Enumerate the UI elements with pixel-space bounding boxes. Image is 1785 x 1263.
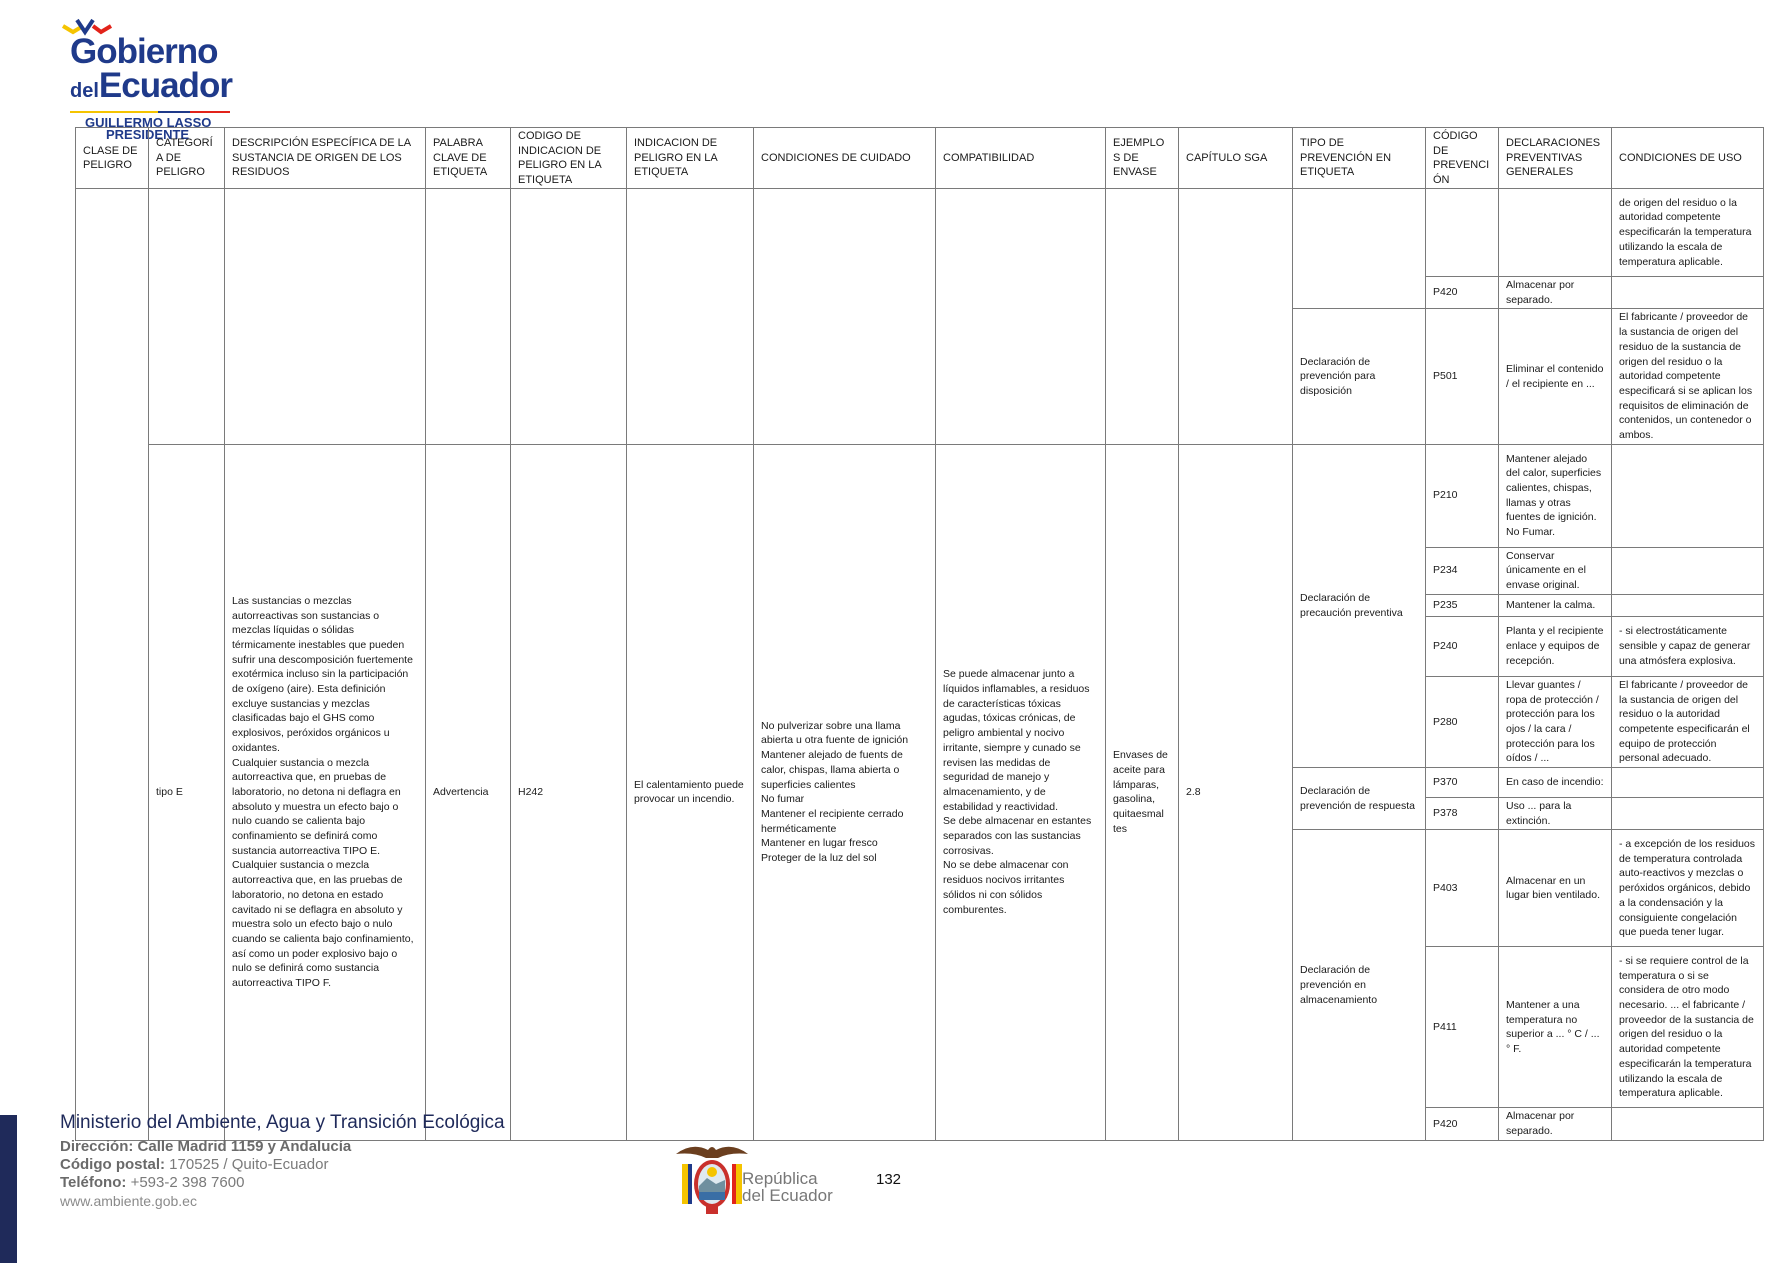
codigo-prevencion-cell [1426,189,1499,277]
declaracion-cell: Eliminar el contenido / el recipiente en ... [1499,309,1612,444]
condiciones-uso-cell [1612,594,1764,616]
tipo-prevencion-cell: Declaración de precaución preventiva [1293,444,1426,767]
codigo-indicacion-cell: H242 [511,444,627,1140]
indicacion-peligro-cell: El calentamiento puede provocar un incendio. [627,444,754,1140]
declaracion-cell: Mantener a una temperatura no superior a ... ° C / ... ° F. [1499,947,1612,1108]
condiciones-uso-cell: - a excepción de los residuos de temperatura controlada auto-reactivos y mezclas o peróxidos orgánicos, debido a la condensación y la consiguiente congelación que pueda tener lugar. [1612,830,1764,947]
column-header: EJEMPLOS DE ENVASE [1106,128,1179,189]
capitulo-sga-cell: 2.8 [1179,444,1293,1140]
codigo-prevencion-cell: P235 [1426,594,1499,616]
envase-cell: Envases de aceite para lámparas, gasolina, quitaesmal tes [1106,444,1179,1140]
ministry-name: Ministerio del Ambiente, Agua y Transición Ecológica [60,1112,505,1133]
column-header: CÓDIGO DE PREVENCIÓN [1426,128,1499,189]
clase-peligro-cell [76,189,149,1141]
logo-del-ecuador-text: delEcuador [70,66,232,105]
column-header: DESCRIPCIÓN ESPECÍFICA DE LA SUSTANCIA DE ORIGEN DE LOS RESIDUOS [225,128,426,189]
table-header-row [76,128,1764,189]
column-header: CLASE DE PELIGRO [76,128,149,189]
declaracion-cell: Mantener alejado del calor, superficies calientes, chispas, llamas y otras fuentes de ignición. No Fumar. [1499,444,1612,547]
categoria-cell [149,189,225,445]
descripcion-cell [225,189,426,445]
column-header: TIPO DE PREVENCIÓN EN ETIQUETA [1293,128,1426,189]
codigo-prevencion-cell: P403 [1426,830,1499,947]
column-header: CAPÍTULO SGA [1179,128,1293,189]
footer-phone: Teléfono: +593-2 398 7600 [60,1174,245,1191]
condiciones-uso-cell [1612,798,1764,830]
compatibilidad-cell: Se puede almacenar junto a líquidos inflamables, a residuos de características tóxicas agudas, tóxicas crónicas, de peligro ambiental y nocivo irritante, siempre y cunado se revisen las medidas de seguridad de manejo y almacenamiento, y de estabilidad y reactividad. Se debe almacenar en estantes separados con las sustancias corrosivas. No se debe almacenar con residuos nocivos irritantes sólidos ni con sólidos comburentes. [936,444,1106,1140]
condiciones-uso-cell: El fabricante / proveedor de la sustancia de origen del residuo o la autoridad competente especificarán el equipo de protección personal adecuado. [1612,676,1764,767]
footer-website[interactable]: www.ambiente.gob.ec [60,1193,197,1209]
declaracion-cell: Mantener la calma. [1499,594,1612,616]
column-header: PALABRA CLAVE DE ETIQUETA [426,128,511,189]
column-header: CATEGORÍA DE PELIGRO [149,128,225,189]
tipo-prevencion-cell: Declaración de prevención de respuesta [1293,768,1426,830]
condiciones-uso-cell [1612,277,1764,309]
column-header: CODIGO DE INDICACION DE PELIGRO EN LA ETIQUETA [511,128,627,189]
capitulo-sga-cell [1179,189,1293,445]
condiciones-cuidado-cell: No pulverizar sobre una llama abierta u otra fuente de ignición Mantener alejado de fuents de calor, chispas, llama abierta o superficies calientes No fumar Mantener el recipiente cerrado herméticamente Mantener en lugar fresco Proteger de la luz del sol [754,444,936,1140]
declaracion-cell: Conservar únicamente en el envase original. [1499,547,1612,594]
declaracion-cell [1499,189,1612,277]
codigo-prevencion-cell: P234 [1426,547,1499,594]
codigo-prevencion-cell: P210 [1426,444,1499,547]
condiciones-uso-cell [1612,1108,1764,1140]
footer-accent-bar [0,1115,17,1263]
condiciones-uso-cell [1612,768,1764,798]
declaracion-cell: En caso de incendio: [1499,768,1612,798]
president-name: GUILLERMO LASSO [85,115,212,130]
codigo-prevencion-cell: P411 [1426,947,1499,1108]
footer-address: Dirección: Calle Madrid 1159 y Andalucía [60,1138,352,1155]
declaracion-cell: Uso ... para la extinción. [1499,798,1612,830]
ecuador-coat-of-arms-icon [672,1140,752,1220]
envase-cell [1106,189,1179,445]
descripcion-cell: Las sustancias o mezclas autorreactivas son sustancias o mezclas líquidas o sólidas térmicamente inestables que pueden sufrir una descomposición fuertemente exotérmica incluso sin la participación de oxígeno (aire). Esta definición excluye sustancias y mezclas clasificadas bajo el GHS como explosivos, peróxidos orgánicos u oxidantes. Cualquier sustancia o mezcla autorreactiva que, en pruebas de laboratorio, no detona ni deflagra en absoluto y muestra un efecto bajo o nulo cuando se calienta bajo confinamiento se definirá como sustancia autorreactiva TIPO E. Cualquier sustancia o mezcla autorreactiva que, en las pruebas de laboratorio, no detona en estado cavitado ni se deflagra en absoluto y muestra solo un efecto bajo o nulo cuando se calienta bajo confinamiento, así como un poder explosivo bajo o nulo se definirá como sustancia autorreactiva TIPO F. [225,444,426,1140]
condiciones-uso-cell: - si electrostáticamente sensible y capaz de generar una atmósfera explosiva. [1612,616,1764,676]
condiciones-uso-cell: - si se requiere control de la temperatura o si se considera de otro modo necesario. ... el fabricante / proveedor de la sustancia de origen del residuo o la autoridad competente especificarán la temperatura utilizando la escala de temperatura aplicable. [1612,947,1764,1108]
logo-gobierno-text: Gobierno [70,32,218,71]
table-row [76,189,1764,277]
column-header: INDICACION DE PELIGRO EN LA ETIQUETA [627,128,754,189]
declaracion-cell: Almacenar por separado. [1499,277,1612,309]
logo-flag-stripe [70,111,230,113]
palabra-clave-cell: Advertencia [426,444,511,1140]
column-header: CONDICIONES DE USO [1612,128,1764,189]
declaracion-cell: Planta y el recipiente enlace y equipos de recepción. [1499,616,1612,676]
column-header: COMPATIBILIDAD [936,128,1106,189]
codigo-prevencion-cell: P280 [1426,676,1499,767]
tipo-prevencion-cell: Declaración de prevención en almacenamiento [1293,830,1426,1140]
declaracion-cell: Almacenar por separado. [1499,1108,1612,1140]
palabra-clave-cell [426,189,511,445]
condiciones-cuidado-cell [754,189,936,445]
footer-postal: Código postal: 170525 / Quito-Ecuador [60,1156,329,1173]
condiciones-uso-cell: El fabricante / proveedor de la sustancia de origen del residuo de la sustancia de origen del residuo o la autoridad competente especificará si se aplican los requisitos de eliminación de contenidos, un contenedor o ambos. [1612,309,1764,444]
codigo-prevencion-cell: P420 [1426,277,1499,309]
tipo-prevencion-cell [1293,189,1426,309]
column-header: DECLARACIONES PREVENTIVAS GENERALES [1499,128,1612,189]
gobierno-logo [58,16,258,142]
condiciones-uso-cell: de origen del residuo o la autoridad competente especificarán la temperatura utilizando la escala de temperatura aplicable. [1612,189,1764,277]
declaracion-cell: Almacenar en un lugar bien ventilado. [1499,830,1612,947]
categoria-cell: tipo E [149,444,225,1140]
codigo-prevencion-cell: P420 [1426,1108,1499,1140]
condiciones-uso-cell [1612,444,1764,547]
declaracion-cell: Llevar guantes / ropa de protección / protección para los ojos / la cara / protección para los oídos / ... [1499,676,1612,767]
codigo-prevencion-cell: P240 [1426,616,1499,676]
condiciones-uso-cell [1612,547,1764,594]
codigo-prevencion-cell: P501 [1426,309,1499,444]
codigo-prevencion-cell: P378 [1426,798,1499,830]
compatibilidad-cell [936,189,1106,445]
republica-ecuador-label: República del Ecuador [742,1169,833,1205]
tipo-prevencion-cell: Declaración de prevención para disposición [1293,309,1426,444]
codigo-prevencion-cell: P370 [1426,768,1499,798]
page-number: 132 [876,1171,902,1188]
codigo-indicacion-cell [511,189,627,445]
table-row [76,444,1764,547]
indicacion-peligro-cell [627,189,754,445]
hazard-classification-table [75,127,1764,1141]
president-title: PRESIDENTE [106,127,190,142]
column-header: CONDICIONES DE CUIDADO [754,128,936,189]
